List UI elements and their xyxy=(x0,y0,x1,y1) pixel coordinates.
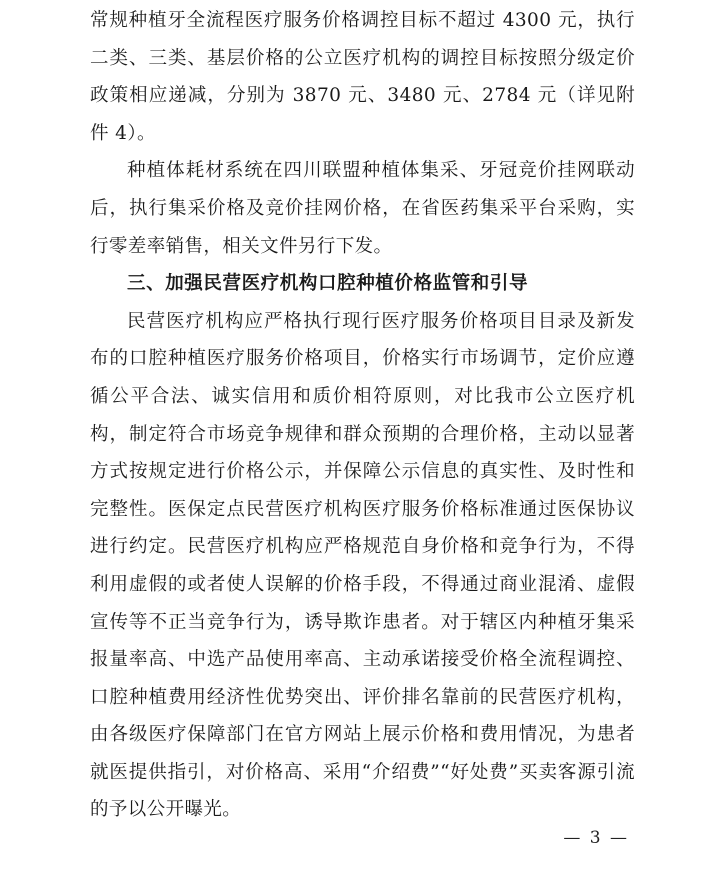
paragraph-private-institutions: 民营医疗机构应严格执行现行医疗服务价格项目目录及新发布的口腔种植医疗服务价格项目，价格实行市场调节，定价应遵循公平合法、诚实信用和质价相符原则，对比我市公立医疗机构，制定符合市场竞争规律和群众预期的合理价格，主动以显著方式按规定进行价格公示，并保障公示信息的真实性、及时性和完整性。医保定点民营医疗机构医疗服务价格标准通过医保协议进行约定。民营医疗机构应严格规范自身价格和竞争行为，不得利用虚假的或者使人误解的价格手段，不得通过商业混淆、虚假宣传等不正当竞争行为，诱导欺诈患者。对于辖区内种植牙集采报量率高、中选产品使用率高、主动承诺接受价格全流程调控、口腔种植费用经济性优势突出、评价排名靠前的民营医疗机构，由各级医疗保障部门在官方网站上展示价格和费用情况，为患者就医提供指引，对价格高、采用“介绍费”“好处费”买卖客源引流的予以公开曝光。 xyxy=(90,310,635,821)
page-number: — 3 — xyxy=(563,828,629,848)
paragraph-implant-materials: 种植体耗材系统在四川联盟种植体集采、牙冠竞价挂网联动后，执行集采价格及竞价挂网价格，在省医药集采平台采购，实行零差率销售，相关文件另行下发。 xyxy=(90,160,635,257)
section-heading-3: 三、加强民营医疗机构口腔种植价格监管和引导 xyxy=(127,273,529,295)
document-body xyxy=(90,2,635,829)
paragraph-continuation: 常规种植牙全流程医疗服务价格调控目标不超过 4300 元，执行二类、三类、基层价格的公立医疗机构的调控目标按照分级定价政策相应递减，分别为 3870 元、3480 元、2784 元（详见附件 4）。 xyxy=(90,10,635,144)
